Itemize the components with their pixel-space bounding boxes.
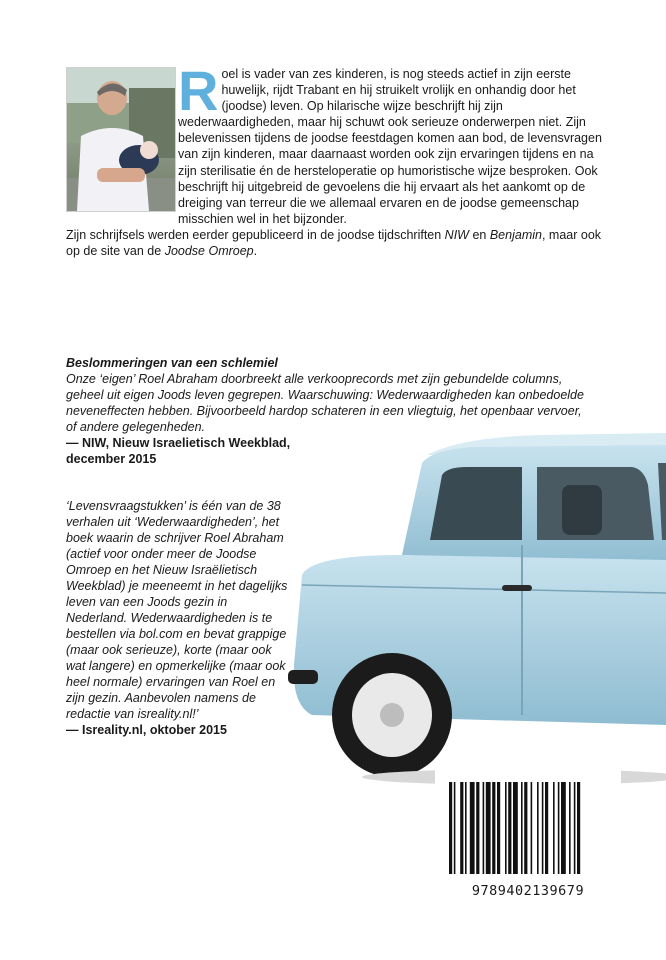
bio-paragraph-2: Zijn belevenissen tijdens de joodse feestdagen komen aan bod, de levensvragen van zijn kinderen, maar daarnaast worden ook zijn ervaringen tijdens en na zijn sterilisatie én de hersteloperatie op humoristische wijze besproken. Ook beschrijft hij uitgebreid de gevoelens die hij ervaart als het aankomt op de dreiging van terreur die we allemaal ervaren en de joodse gemeenschap misschien wel in het bijzonder.: [178, 115, 602, 226]
review-isreality: [66, 498, 291, 738]
barcode-bar: [561, 782, 566, 874]
barcode-bar: [460, 782, 463, 874]
review-source: — Isreality.nl, oktober 2015: [66, 723, 227, 737]
bio-paragraph-3: Zijn schrijfsels werden eerder gepubliceerd in de joodse tijdschriften NIW en Benjamin, maar ook op de site van de Joodse Omroep.: [66, 227, 602, 259]
barcode-bar: [553, 782, 555, 874]
barcode-bars: [435, 768, 621, 880]
barcode-bar: [537, 782, 539, 874]
barcode-bar: [486, 782, 491, 874]
barcode-bar: [531, 782, 533, 874]
barcode-bar: [545, 782, 548, 874]
barcode-bar: [470, 782, 475, 874]
review-body: ‘Levensvraagstukken’ is één van de 38 verhalen uit ‘Wederwaardigheden’, het boek waarin de schrijver Roel Abraham (actief voor onder meer de Joodse Omroep en het Nieuw Israëlietisch Weekblad) je meeneemt in het dagelijks leven van een Joods gezin in Nederland. Wederwaardigheden is te bestellen via bol.com en bevat grappige (maar ook serieuze), korte (maar ook wat langere) en opmerkelijke (maar ook heel normale) ervaringen van Roel en zijn gezin. Aanbevolen namens de redactie van isreality.nl!’: [66, 499, 288, 721]
review-source-line-2: december 2015: [66, 452, 157, 466]
drop-cap: R: [178, 59, 219, 122]
bio-paragraph-1: oel is vader van zes kinderen, is nog steeds actief in zijn eerste huwelijk, rijdt Trabant en hij struikelt vrolijk en onhandig door het (joodse) leven. Op hilarische wijze beschrijft hij zijn wederwaardigheden, maar hij schuwt ook serieuze onderwerpen niet.: [178, 67, 576, 130]
bio-intro: [66, 59, 602, 227]
barcode-bar: [508, 782, 511, 874]
barcode-bar: [492, 782, 495, 874]
barcode-bar: [577, 782, 580, 874]
barcode-bar: [483, 782, 485, 874]
isbn-number: 9789402139679: [471, 883, 585, 899]
review-title: Beslommeringen van een schlemiel: [66, 356, 278, 370]
barcode-bar: [505, 782, 507, 874]
barcode-bar: [542, 782, 544, 874]
barcode-bar: [476, 782, 479, 874]
barcode-bar: [497, 782, 500, 874]
barcode-bar: [449, 782, 452, 874]
isbn-barcode: [435, 768, 621, 903]
barcode-bar: [574, 782, 576, 874]
barcode-bar: [465, 782, 467, 874]
review-source-line-1: — NIW, Nieuw Israelietisch Weekblad,: [66, 436, 291, 450]
author-bio: [66, 59, 602, 259]
barcode-bar: [454, 782, 456, 874]
barcode-bar: [569, 782, 571, 874]
barcode-bar: [521, 782, 523, 874]
barcode-bar: [513, 782, 518, 874]
barcode-bar: [524, 782, 527, 874]
barcode-bar: [558, 782, 560, 874]
review-body: Onze ‘eigen’ Roel Abraham doorbreekt alle verkooprecords met zijn gebundelde columns, geheel uit eigen Joods leven gegrepen. Waarschuwing: Wederwaardigheden kan onbedoelde neveneffecten hebben. Bijvoorbeeld hardop schateren in een vliegtuig, het openbaar vervoer, of andere gelegenheden.: [66, 372, 584, 434]
trabant-car-image: [282, 415, 666, 785]
